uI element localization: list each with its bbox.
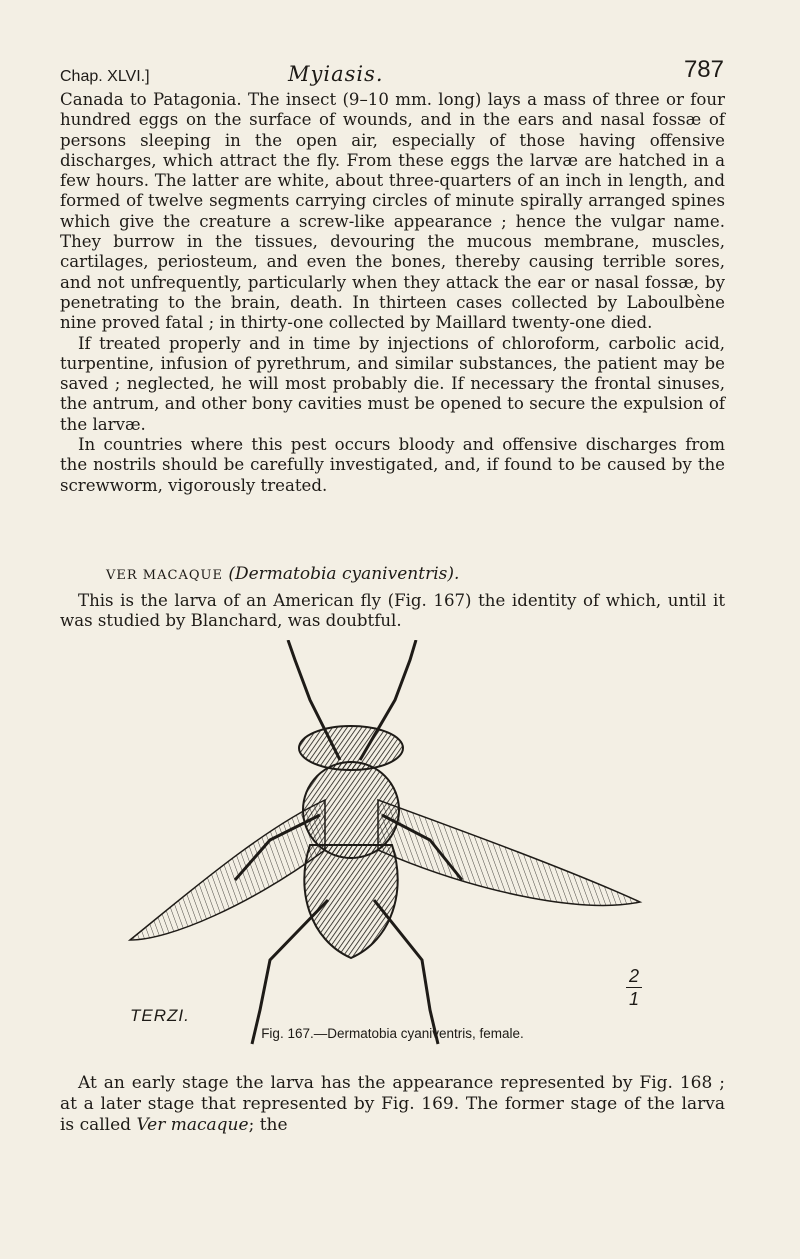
scale-fraction-bar xyxy=(626,987,642,988)
paragraph-screwworm: Canada to Patagonia. The insect (9–10 mm. long) lays a mass of three or four hundred eggs on the surface of wounds, and in the ears and nasal fossæ of persons sleeping in the open air, especially of those having offensive discharges, which attract the fly. From these eggs the larvæ are hatched in a few hours. The latter are white, about three-quarters of an inch in length, and formed of twelve segments carrying circles of minute spirally arranged spines which give the creature a screw-like appearance ; hence the vulgar name. They burrow in the tissues, devouring the mucous membrane, muscles, cartilages, periosteum, and even the bones, thereby causing terrible sores, and not unfrequently, particularly when they attack the ear or nasal fossæ, by penetrating to the brain, death. In thirteen cases collected by Laboulbène nine proved fatal ; in thirty-one collected by Maillard twenty-one died. xyxy=(60,90,725,333)
fly-abdomen xyxy=(304,845,397,958)
scale-numerator: 2 xyxy=(628,966,639,986)
section-heading-name: VER MACAQUE xyxy=(106,568,223,583)
section-heading-latin: (Dermatobia cyaniventris). xyxy=(228,564,460,584)
left-wing xyxy=(130,800,325,940)
running-title: Myiasis. xyxy=(288,62,384,86)
running-head xyxy=(60,56,724,92)
section-heading xyxy=(62,564,725,584)
paragraph-treatment: If treated properly and in time by injections of chloroform, carbolic acid, turpentine, infusion of pyrethrum, and similar substances, the patient may be saved ; neglected, he will most probably die. If necessary the frontal sinuses, the antrum, and other bony cavities must be opened to secure the expulsion of the larvæ. xyxy=(60,333,725,434)
paragraph-investigation: In countries where this pest occurs bloody and offensive discharges from the nostrils should be carefully investigated, and, if found to be caused by the screwworm, vigorously treated. xyxy=(60,435,725,495)
after-figure-text xyxy=(60,1073,725,1136)
figure-caption: Fig. 167.—Dermatobia cyaniventris, female. xyxy=(261,1026,524,1041)
section-text xyxy=(60,591,725,632)
chapter-label: Chap. XLVI.] xyxy=(60,68,150,85)
artist-signature: TERZI. xyxy=(130,1006,190,1025)
ver-macaque-term: Ver macaque xyxy=(136,1115,249,1135)
paragraph-larva-stages-end: ; the xyxy=(248,1115,288,1135)
fly-illustration xyxy=(110,640,690,1050)
scale-denominator: 1 xyxy=(628,989,639,1009)
body-text xyxy=(60,90,725,496)
right-wing xyxy=(378,800,640,905)
fly-thorax xyxy=(303,762,399,858)
paragraph-larva-stages-start: At an early stage the larva has the appearance represented by Fig. 168 ; at a later stage that represented by Fig. 169. The former stage of the larva is called xyxy=(60,1073,725,1135)
paragraph-larva-stages xyxy=(60,1073,725,1136)
page-number: 787 xyxy=(683,56,724,83)
paragraph-dermatobia: This is the larva of an American fly (Fig. 167) the identity of which, until it was studied by Blanchard, was doubtful. xyxy=(60,591,725,631)
magnification-scale xyxy=(624,966,644,1009)
fly-figure xyxy=(110,640,690,1050)
